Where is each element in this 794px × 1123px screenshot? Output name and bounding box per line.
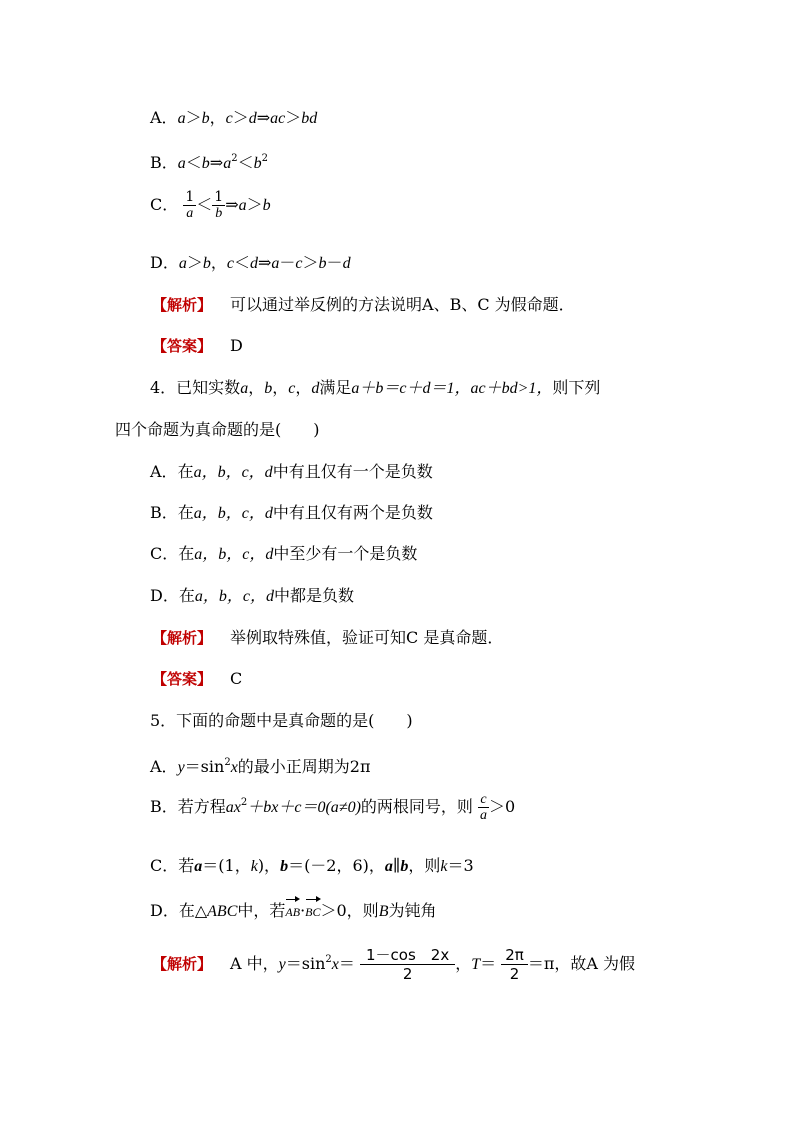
q4-answer: 【答案】 C	[152, 669, 243, 688]
vector-bc: BC	[305, 896, 320, 923]
answer-tag: 【答案】	[152, 670, 213, 688]
q4-analysis: 【解析】 举例取特殊值，验证可知C 是真命题．	[152, 628, 504, 647]
q4-option-a: A．在a，b，c，d中有且仅有一个是负数	[150, 462, 433, 481]
fraction-2pi-over-2: $\frac{2\pi}{2}$	[501, 946, 528, 983]
fraction-c-over-a: $\frac{c}{a}$	[480, 792, 488, 823]
q4-option-d: D．在a，b，c，d中都是负数	[150, 586, 354, 605]
q3-option-c: C． $\frac{1}{a}$ ＜ $\frac{1}{b}$ ⇒a＞b	[150, 189, 271, 221]
q3-option-b: B．$a<b\Rightarrow a^2<b^2$	[150, 153, 268, 172]
fraction-1-minus-cos-2x-over-2: $\frac{1-\cos 2x}{2}$	[360, 946, 455, 983]
q4-stem-line2: 四个命题为真命题的是( )	[115, 420, 320, 439]
q3-answer: 【答案】 D	[152, 336, 243, 355]
q4-option-b: B．在a，b，c，d中有且仅有两个是负数	[150, 503, 433, 522]
answer-tag: 【答案】	[152, 337, 213, 355]
q5-option-c: C．若a＝(1，k)，b＝(－2，6)，a∥b，则k＝3	[150, 856, 474, 875]
q5-option-b: B．若方程$ax^2+bx+c=0(a\ne 0)$的两根同号，则 $\frac{c}{a}$ ＞0	[150, 792, 516, 823]
fraction-1-over-a: $\frac{1}{a}$	[185, 189, 195, 221]
analysis-tag: 【解析】	[152, 296, 213, 314]
fraction-1-over-b: $\frac{1}{b}$	[214, 189, 224, 221]
q4-option-c: C．在a，b，c，d中至少有一个是负数	[150, 544, 418, 563]
analysis-tag: 【解析】	[152, 955, 213, 973]
q4-stem-line1: 4．已知实数a，b，c，d满足a＋b＝c＋d＝1，ac＋bd>1，则下列	[150, 378, 601, 397]
analysis-tag: 【解析】	[152, 629, 213, 647]
q5-option-d: D．在△ABC中，若AB·BC＞0，则B为钝角	[150, 896, 436, 923]
q5-stem: 5．下面的命题中是真命题的是( )	[150, 711, 413, 730]
q3-option-d: D．a＞b，c＜d⇒a－c＞b－d	[150, 253, 351, 272]
q3-option-a: A．a＞b，c＞d⇒ac＞bd	[150, 108, 318, 127]
vector-ab: AB	[285, 896, 300, 923]
q5-option-a: A．$y=\sin^2x$的最小正周期为2π	[150, 757, 371, 776]
q5-analysis: 【解析】 A 中，$y=\sin^2x=$ $\frac{1-\cos 2x}{2}$ ，T＝ $\frac{2\pi}{2}$ ＝π，故A 为假	[152, 946, 636, 983]
q3-analysis: 【解析】 可以通过举反例的方法说明A、B、C 为假命题．	[152, 295, 575, 314]
